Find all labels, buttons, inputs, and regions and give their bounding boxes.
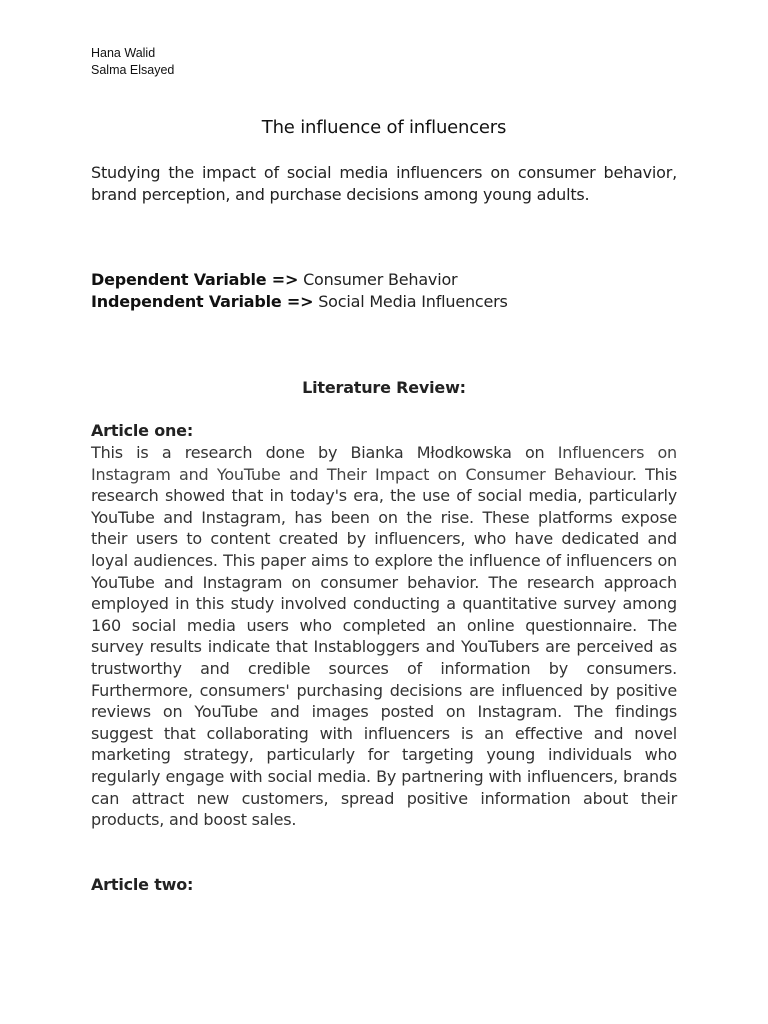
article-one-heading: Article one: xyxy=(91,421,194,440)
variables-block xyxy=(91,269,691,313)
dependent-variable-value: Consumer Behavior xyxy=(298,270,458,289)
article-one-body-lead: This is a research done by Bianka Młodkowska on xyxy=(91,443,558,462)
intro-paragraph: Studying the impact of social media influencers on consumer behavior, brand perception, and purchase decisions among young adults. xyxy=(91,163,677,204)
author-name: Hana Walid xyxy=(91,46,156,60)
dependent-variable-label: Dependent Variable => xyxy=(91,270,299,289)
article-one-work-title: Influencers on Instagram and YouTube and Their Impact on Consumer Behaviour xyxy=(91,443,677,484)
author-list xyxy=(91,45,174,78)
article-two-heading: Article two: xyxy=(91,875,194,894)
independent-variable-line xyxy=(91,291,691,313)
article-one-body-rest: . This research showed that in today's era, the use of social media, particularly YouTube and Instagram, has been on the rise. These platforms expose their users to content created by influencers, who have dedicated and loyal audiences. This paper aims to explore the influence of influencers on YouTube and Instagram on consumer behavior. The research approach employed in this study involved conducting a quantitative survey among 160 social media users who completed an online questionnaire. The survey results indicate that Instabloggers and YouTubers are perceived as trustworthy and credible sources of information by consumers. Furthermore, consumers' purchasing decisions are influenced by positive reviews on YouTube and images posted on Instagram. The findings suggest that collaborating with influencers is an effective and novel marketing strategy, particularly for targeting young individuals who regularly engage with social media. By partnering with influencers, brands can attract new customers, spread positive information about their products, and boost sales. xyxy=(91,464,677,830)
article-one-body xyxy=(91,442,677,831)
independent-variable-label: Independent Variable => xyxy=(91,292,314,311)
independent-variable-value: Social Media Influencers xyxy=(313,292,508,311)
document-title: The influence of influencers xyxy=(261,117,507,138)
dependent-variable-line xyxy=(91,269,691,291)
literature-review-heading: Literature Review: xyxy=(302,378,466,397)
author-name: Salma Elsayed xyxy=(91,62,175,77)
